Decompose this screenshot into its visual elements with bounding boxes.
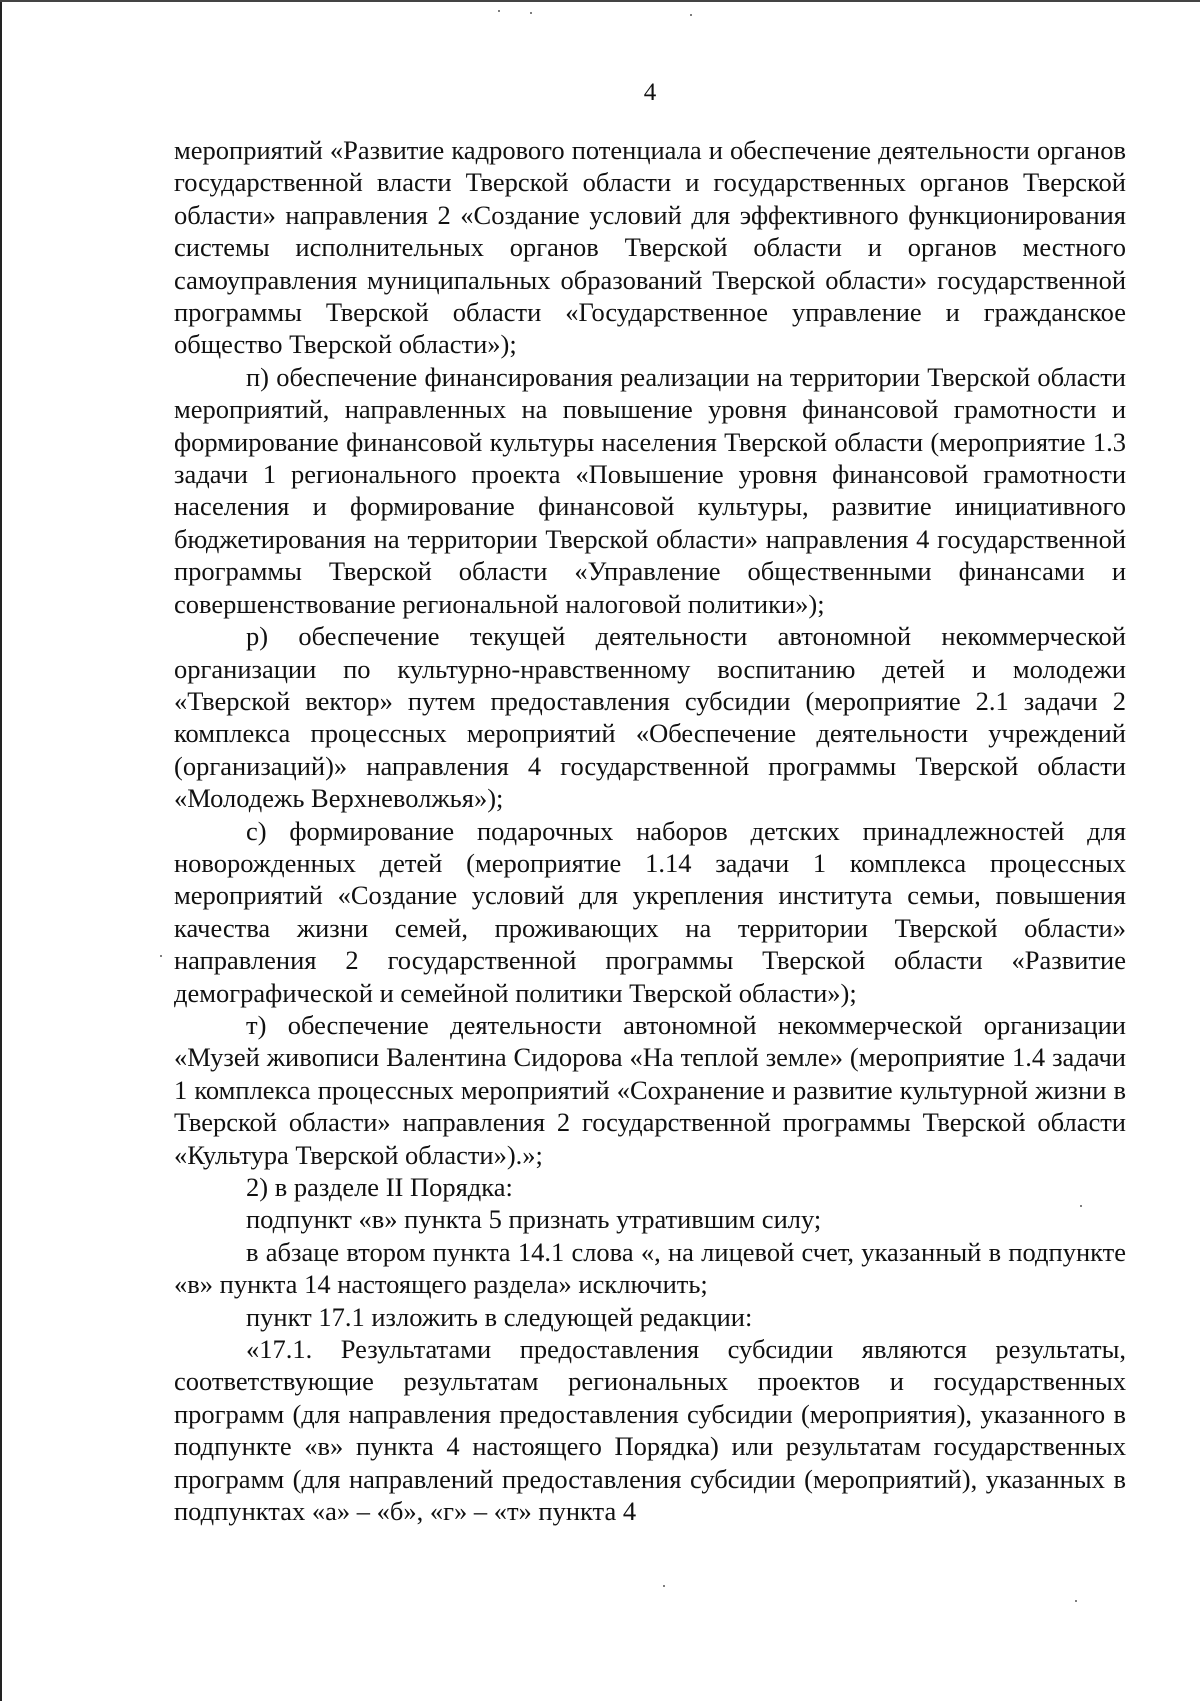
page-number: 4 [643, 79, 657, 106]
scan-speck [160, 955, 162, 957]
scan-speck [690, 14, 692, 16]
scan-speck [530, 12, 532, 14]
document-body [174, 134, 1126, 1527]
scan-speck [663, 1585, 665, 1587]
paragraph-subpoint-5: подпункт «в» пункта 5 признать утратившим силу; [246, 1204, 822, 1235]
paragraph-item-t: т) обеспечение деятельности автономной некоммерческой организации «Музей живописи Валентина Сидорова «На теплой земле» (мероприятие 1.4 задачи 1 комплекса процессных мероприятий «Сохранение и развитие культурной жизни в Тверской области» направления 2 государственной программы Тверской области «Культура Тверской области»).»; [174, 1009, 1126, 1170]
paragraph-item-s: с) формирование подарочных наборов детских принадлежностей для новорожденных детей (мероприятие 1.14 задачи 1 комплекса процессных мероприятий «Создание условий для укрепления института семьи, повышения качества жизни семей, проживающих на территории Тверской области» направления 2 государственной программы Тверской области «Развитие демографической и семейной политики Тверской области»); [174, 815, 1126, 1008]
paragraph-point-17-1-text: «17.1. Результатами предоставления субсидии являются результаты, соответствующие результатам региональных проектов и государственных программ (для направления предоставления субсидии (мероприятия), указанного в подпункте «в» пункта 4 настоящего Порядка) или результатам государственных программ (для направлений предоставления субсидии (мероприятий), указанных в подпунктах «а» – «б», «г» – «т» пункта 4 [174, 1334, 1126, 1527]
paragraph-item-p: п) обеспечение финансирования реализации на территории Тверской области мероприятий, направленных на повышение уровня финансовой грамотности и формирование финансовой культуры населения Тверской области (мероприятие 1.3 задачи 1 регионального проекта «Повышение уровня финансовой грамотности населения и формирование финансовой культуры, развитие инициативного бюджетирования на территории Тверской области» направления 4 государственной программы Тверской области «Управление общественными финансами и совершенствование региональной налоговой политики»); [174, 361, 1126, 619]
scan-edge-left [0, 0, 2, 1701]
paragraph-section-2: 2) в разделе II Порядка: [246, 1172, 513, 1202]
paragraph-point-14-1: в абзаце втором пункта 14.1 слова «, на лицевой счет, указанный в подпункте «в» пункта 14 настоящего раздела» исключить; [174, 1236, 1126, 1300]
paragraph-continuation: мероприятий «Развитие кадрового потенциала и обеспечение деятельности органов государственной власти Тверской области и государственных органов Тверской области» направления 2 «Создание условий для эффективного функционирования системы исполнительных органов Тверской области и органов местного самоуправления муниципальных образований Тверской области» государственной программы Тверской области «Государственное управление и гражданское общество Тверской области»); [174, 135, 1126, 360]
paragraph-item-r: р) обеспечение текущей деятельности автономной некоммерческой организации по культурно-нравственному воспитанию детей и молодежи «Тверской вектор» путем предоставления субсидии (мероприятие 2.1 задачи 2 комплекса процессных мероприятий «Обеспечение деятельности учреждений (организаций)» направления 4 государственной программы Тверской области «Молодежь Верхневолжья»); [174, 621, 1126, 814]
scan-speck [1075, 1600, 1077, 1602]
paragraph-point-17-1-intro: пункт 17.1 изложить в следующей редакции: [246, 1301, 753, 1332]
scan-edge-top [0, 0, 1200, 2]
scan-speck [498, 10, 500, 12]
